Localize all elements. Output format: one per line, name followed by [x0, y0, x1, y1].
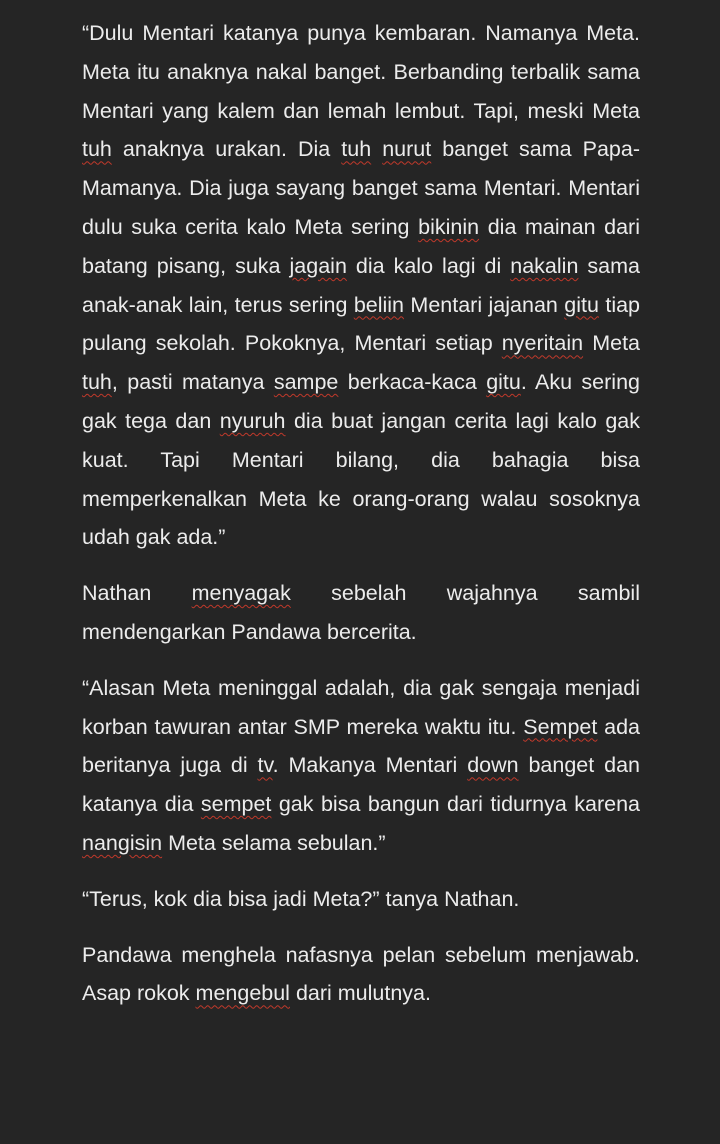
- paragraph-text: . Aku sering gak tega dan: [82, 370, 640, 433]
- spellcheck-flagged-word: gitu: [486, 370, 521, 395]
- spellcheck-flagged-word: nakalin: [510, 253, 579, 278]
- paragraph-text: banget sama Papa-Mamanya. Dia juga sayang banget sama Mentari. Mentari dulu suka cerita kalo Meta sering: [82, 137, 640, 239]
- spellcheck-flagged-word: nangisin: [82, 830, 163, 855]
- paragraph-text: , pasti matanya: [111, 370, 274, 395]
- spellcheck-flagged-word: tuh: [341, 137, 372, 162]
- paragraph-text: gak bisa bangun dari tidurnya karena: [271, 792, 640, 817]
- spellcheck-flagged-word: tv: [257, 753, 273, 778]
- paragraph-text: dia kalo lagi di: [346, 253, 511, 278]
- spellcheck-flagged-word: jagain: [289, 253, 347, 278]
- spellcheck-flagged-word: tuh: [82, 137, 112, 162]
- paragraph-text: [371, 137, 382, 161]
- paragraph-text: dari mulutnya.: [289, 981, 431, 1006]
- spellcheck-flagged-word: sempet: [200, 792, 272, 817]
- spellcheck-flagged-word: beliin: [353, 292, 405, 317]
- paragraph: [82, 669, 640, 863]
- spellcheck-flagged-word: nyuruh: [219, 408, 286, 433]
- paragraph-text: Meta: [583, 331, 640, 356]
- spellcheck-flagged-word: sampe: [273, 370, 339, 395]
- paragraph-text: tiap pulang sekolah. Pokoknya, Mentari setiap: [82, 292, 641, 356]
- spellcheck-flagged-word: tuh: [82, 370, 112, 395]
- paragraph: [82, 574, 640, 652]
- spellcheck-flagged-word: Sempet: [523, 714, 598, 739]
- spellcheck-flagged-word: nurut: [382, 137, 432, 162]
- paragraph-text: Meta selama sebulan.”: [162, 830, 386, 855]
- spellcheck-flagged-word: bikinin: [418, 214, 480, 239]
- spellcheck-flagged-word: gitu: [564, 292, 599, 317]
- paragraph: [82, 880, 640, 919]
- paragraph-text: “Dulu Mentari katanya punya kembaran. Namanya Meta. Meta itu anaknya nakal banget. Berbanding terbalik sama Mentari yang kalem dan lemah lembut. Tapi, meski Meta: [82, 21, 640, 123]
- paragraph-text: Nathan: [82, 581, 192, 606]
- paragraph-text: Pandawa menghela nafasnya pelan sebelum menjawab. Asap rokok: [82, 942, 640, 1006]
- paragraph-text: ada beritanya juga di: [82, 714, 640, 778]
- paragraph-text: banget dan katanya dia: [82, 753, 640, 817]
- spellcheck-flagged-word: nyeritain: [501, 331, 584, 356]
- paragraph-text: “Alasan Meta meninggal adalah, dia gak sengaja menjadi korban tawuran antar SMP mereka waktu itu.: [82, 675, 640, 739]
- paragraph-text: berkaca-kaca: [338, 370, 487, 395]
- paragraph-text: sama anak-anak lain, terus sering: [82, 253, 640, 317]
- paragraph-text: sebelah wajahnya sambil mendengarkan Pandawa bercerita.: [82, 581, 640, 644]
- paragraph: [82, 14, 640, 557]
- paragraph-text: anaknya urakan. Dia: [111, 137, 342, 162]
- paragraph-text: dia buat jangan cerita lagi kalo gak kuat. Tapi Mentari bilang, dia bahagia bisa memperkenalkan Meta ke orang-orang walau sosoknya udah gak ada.”: [82, 408, 640, 550]
- spellcheck-flagged-word: mengebul: [195, 981, 290, 1006]
- paragraph-text: Mentari jajanan: [404, 292, 565, 317]
- paragraph-text: . Makanya Mentari: [272, 753, 468, 778]
- paragraph-text: “Terus, kok dia bisa jadi Meta?” tanya Nathan.: [82, 886, 520, 911]
- paragraph-text: dia mainan dari batang pisang, suka: [82, 214, 640, 278]
- document-body: [82, 14, 640, 1030]
- spellcheck-flagged-word: down: [467, 753, 519, 778]
- paragraph: [82, 936, 640, 1014]
- spellcheck-flagged-word: menyagak: [191, 581, 291, 606]
